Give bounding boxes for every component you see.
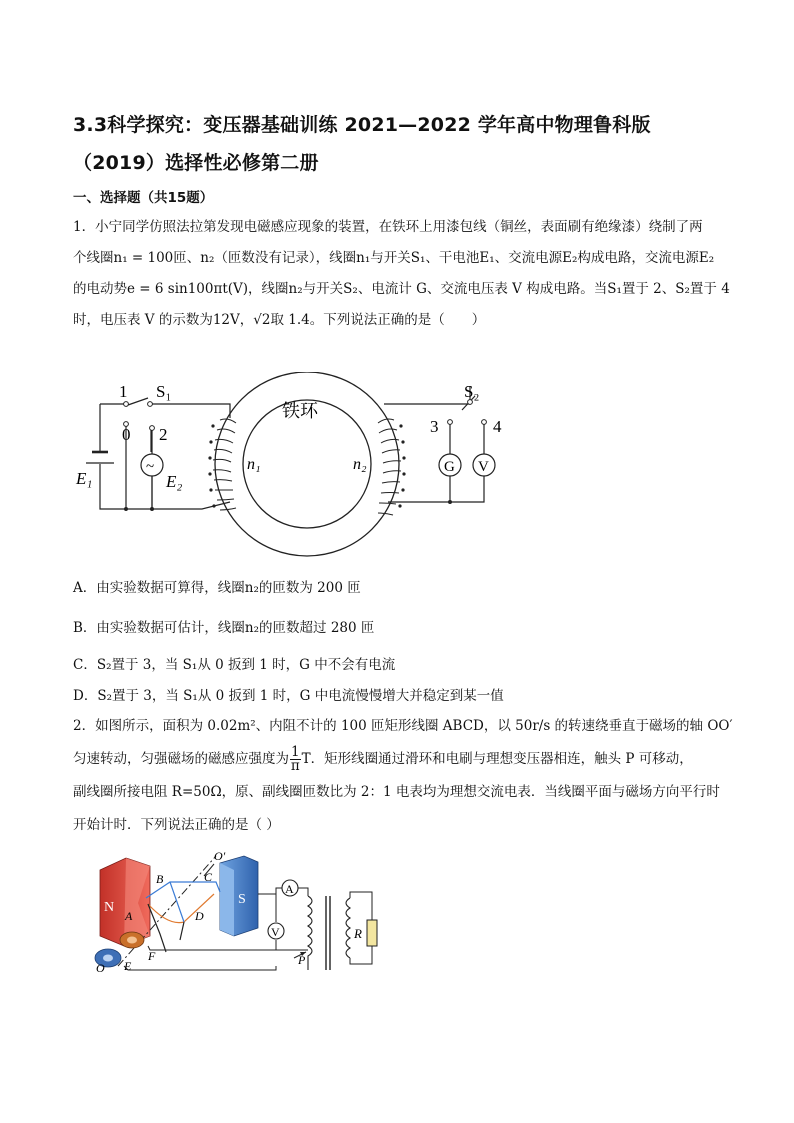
magnet-s-label: S [238, 892, 246, 907]
q2-line-2-end: T．矩形线圈通过滑环和电刷与理想变压器相连，触头 P 可移动， [301, 751, 693, 767]
question-1 [73, 212, 733, 336]
ring-label: 铁环 [282, 401, 318, 421]
q2-line-4: 开始计时．下列说法正确的是（ ） [73, 817, 280, 833]
voltmeter-label: V [271, 925, 280, 939]
fraction-denominator: π [290, 758, 300, 774]
left-circuit [100, 398, 230, 509]
label-d: D [195, 909, 204, 923]
label-f: F [148, 949, 156, 963]
q2-line-1: 2．如图所示，面积为 0.02m²、内阻不计的 100 匝矩形线圈 ABCD，以 50r/s 的转速绕垂直于磁场的轴 OO′ [73, 718, 733, 734]
label-a: A [125, 909, 133, 923]
q1-option-a: A．由实验数据可算得，线圈n₂的匝数为 200 匝 [73, 580, 361, 596]
magnet-n-label: N [104, 900, 115, 915]
question-2 [73, 710, 733, 842]
label-p: P [298, 953, 306, 967]
q2-generator-figure [88, 848, 388, 973]
coil-n2 [378, 419, 401, 515]
battery-e1 [86, 452, 114, 463]
q1-circuit-figure [70, 372, 510, 558]
galvanometer-label: G [444, 459, 455, 475]
q1-option-b: B．由实验数据可估计，线圈n₂的匝数超过 280 匝 [73, 620, 375, 636]
page-title [73, 106, 733, 182]
ammeter-label: A [285, 882, 294, 896]
terminal-2: 2 [159, 425, 168, 444]
section-heading: 一、选择题（共15题） [73, 190, 214, 206]
q1-option-d: D．S₂置于 3，当 S₁从 0 扳到 1 时，G 中电流慢慢增大并稳定到某一值 [73, 688, 504, 704]
q1-line-3: 的电动势e = 6 sin100πt(V)，线圈n₂与开关S₂、电流计 G、交流电压表 V 构成电路。当S₁置于 2、S₂置于 4 [73, 281, 730, 297]
label-n1: n₁ [247, 456, 261, 473]
terminal-1: 1 [119, 382, 128, 401]
terminal-3: 3 [430, 417, 439, 436]
q2-line-2-start: 匀速转动，匀强磁场的磁感应强度为 [73, 751, 289, 767]
switch-s1-label: S₁ [156, 382, 172, 401]
label-c: C [204, 870, 213, 884]
label-o-prime: O′ [214, 849, 226, 863]
voltmeter-label: V [478, 459, 489, 475]
q1-line-2: 个线圈n₁ = 100匝、n₂（匝数没有记录），线圈n₁与开关S₁、干电池E₁、交流电源E₂构成电路，交流电源E₂ [73, 250, 715, 266]
q2-line-2 [73, 743, 733, 776]
title-line-1: 3.3科学探究：变压器基础训练 2021—2022 学年高中物理鲁科版 [73, 114, 651, 136]
battery-e1-label: E₁ [76, 469, 93, 488]
coil-n1 [213, 419, 236, 510]
resistor-r [367, 920, 377, 946]
fraction [290, 746, 301, 773]
s2-contacts [448, 400, 487, 425]
fraction-numerator: 1 [291, 744, 300, 760]
label-n2: n₂ [353, 456, 367, 473]
q1-line-4: 时，电压表 V 的示数为12V，√2取 1.4。下列说法正确的是（ ） [73, 312, 486, 328]
ac-symbol: ~ [146, 459, 155, 475]
q1-line-1: 1．小宁同学仿照法拉第发现电磁感应现象的装置，在铁环上用漆包线（铜丝，表面刷有绝缘漆）绕制了两 [73, 219, 703, 235]
ac-source-e2-label: E₂ [166, 472, 183, 491]
terminal-4: 4 [493, 417, 502, 436]
label-o: O [96, 961, 105, 973]
switch-s2-label: S₂ [464, 382, 480, 401]
q1-option-c: C．S₂置于 3，当 S₁从 0 扳到 1 时，G 中不会有电流 [73, 657, 396, 673]
label-r: R [354, 926, 362, 941]
secondary-coil [346, 898, 350, 958]
terminal-0: 0 [122, 425, 131, 444]
primary-coil [308, 896, 312, 970]
label-e: E [124, 959, 132, 973]
q2-line-3: 副线圈所接电阻 R=50Ω，原、副线圈匝数比为 2：1 电表均为理想交流电表．当线圈平面与磁场方向平行时 [73, 784, 720, 800]
iron-ring [215, 372, 399, 556]
title-line-2: （2019）选择性必修第二册 [73, 152, 319, 174]
label-b: B [156, 872, 164, 886]
